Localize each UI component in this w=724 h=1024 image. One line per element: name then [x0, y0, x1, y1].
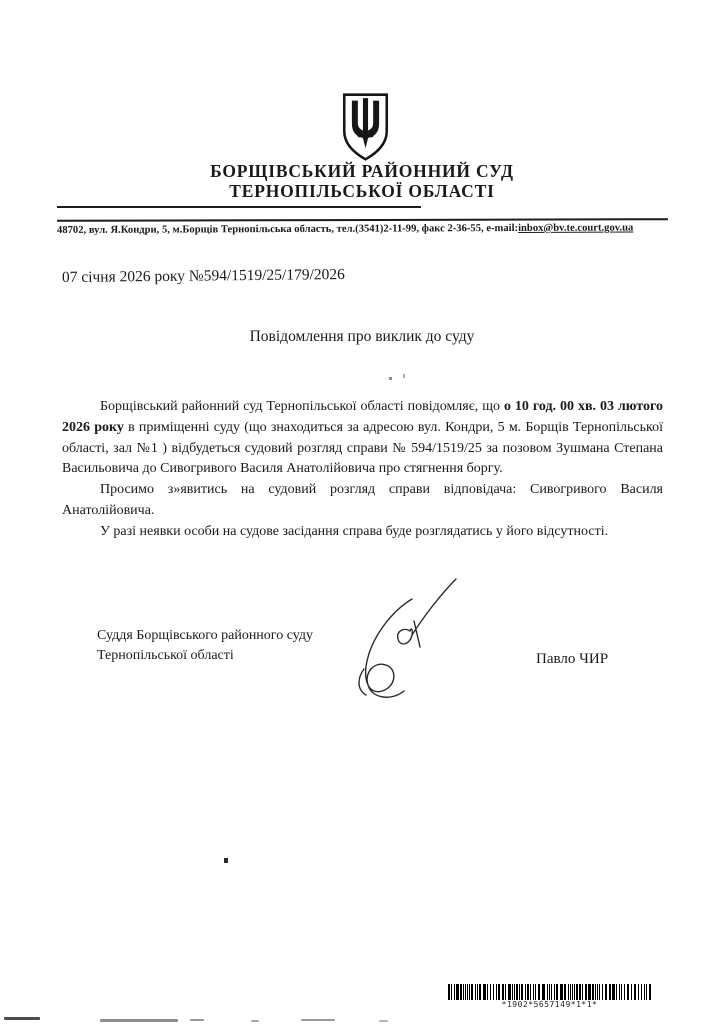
court-name-line2: ТЕРНОПІЛЬСЬКОЇ ОБЛАСТІ [229, 180, 495, 201]
paragraph1-text: Борщівський районний суд Тернопільської області повідомляє, що [100, 399, 504, 414]
scan-artifact-smudge [4, 1017, 40, 1020]
scan-artifact-speck [224, 858, 228, 863]
barcode [448, 984, 651, 1000]
document-body [62, 397, 663, 543]
paragraph1-bold-datetime: о 10 год. 00 хв. 03 лютого 2026 року [62, 399, 663, 435]
judge-title-line1: Суддя Борщівського районного суду [97, 628, 313, 643]
scan-artifact-smudge [100, 1019, 178, 1022]
judge-name: Павло ЧИР [536, 651, 609, 667]
document-title: Повідомлення про виклик до суду [249, 328, 475, 345]
barcode-label: *1902*5657149*1*1* [501, 1000, 598, 1009]
court-address-text: 48702, вул. Я.Кондри, 5, м.Борщів Тернопільська область, тел.(3541)2-11-99, факс 2-36-55, e-mail: [57, 222, 519, 236]
court-email: inbox@bv.te.court.gov.ua [518, 222, 634, 234]
paragraph-absence-warning: У разі неявки особи на судове засідання справа буде розглядатись у його відсутності. [100, 523, 609, 539]
judge-title-line2: Тернопільської області [97, 648, 234, 663]
scan-artifact-smudge [251, 1020, 259, 1022]
scan-artifact-speck [403, 374, 405, 378]
court-address-line [57, 221, 671, 238]
paragraph1-text-continued: в приміщенні суду (що знаходиться за адресою вул. Кондри, 5 м. Борщів Тернопільської області, зал №1 ) відбудеться судовий розгляд справи № 594/1519/25 за позовом Зушмана Степана Васильовича до Сивогривого Василя Анатолійовича про стягнення боргу. [62, 419, 663, 477]
handwritten-signature-icon [348, 577, 460, 702]
paragraph-hearing-notice [62, 397, 663, 480]
scan-artifact-smudge [379, 1020, 388, 1022]
judge-title [97, 626, 313, 666]
scan-artifact-speck [389, 377, 392, 380]
court-name-line1: БОРЩІВСЬКИЙ РАЙОННИЙ СУД [210, 161, 514, 181]
ukraine-coat-of-arms-icon [340, 92, 391, 162]
scan-artifact-smudge [190, 1019, 204, 1021]
header-rule-partial [57, 206, 421, 208]
date-and-case-number: 07 січня 2026 року №594/1519/25/179/2026 [61, 266, 345, 287]
scan-artifact-smudge [301, 1019, 335, 1021]
paragraph-request-appearance: Просимо з»явитись на судовий розгляд справи відповідача: Сивогривого Василя Анатолійовича. [62, 482, 663, 518]
court-name [0, 162, 724, 201]
